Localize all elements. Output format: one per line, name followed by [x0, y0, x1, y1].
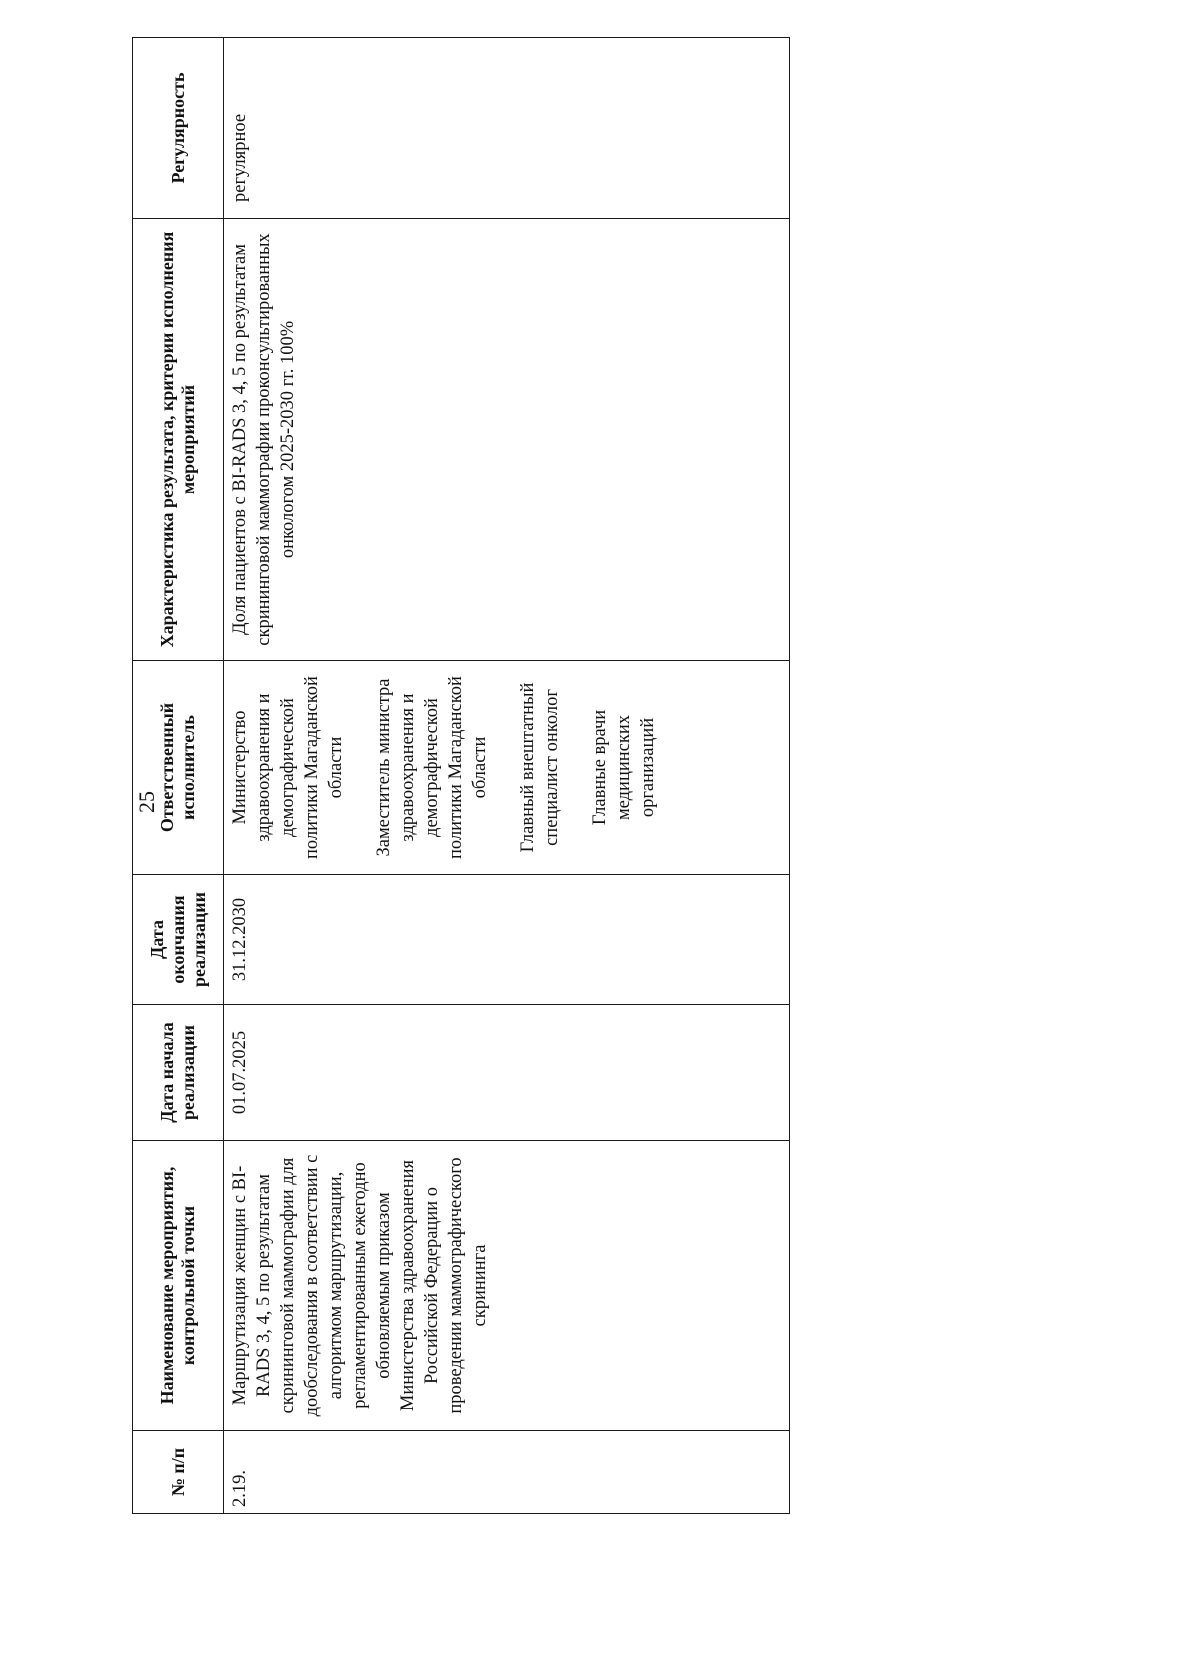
- header-regularity: Регулярность: [133, 38, 224, 219]
- header-characteristic: Характеристика результата, критерии исполнения мероприятий: [133, 219, 224, 661]
- row-num: 2.19.: [230, 1470, 250, 1507]
- header-num: № п/п: [133, 1431, 224, 1514]
- cell-name: Маршрутизация женщин с BI-RADS 3, 4, 5 по результатам скрининговой маммографии для дообследования в соответствии с алгоритмом маршрутизации, регламентированным ежегодно обновляемым приказом Министерства здравоохранения Российской Федерации о проведении маммографического скрининга: [224, 1141, 790, 1431]
- cell-characteristic: [224, 219, 790, 661]
- table-header-row: [133, 38, 224, 1514]
- measures-table: [132, 37, 790, 1514]
- page-number: 25: [134, 791, 159, 813]
- cell-end-date: 31.12.2030: [224, 875, 790, 1005]
- cell-num: [224, 1431, 790, 1514]
- document-table-container: [132, 38, 790, 1514]
- cell-start-date: 01.07.2025: [224, 1005, 790, 1141]
- header-start-date: Дата начала реализации: [133, 1005, 224, 1141]
- cell-regularity: [224, 38, 790, 219]
- responsible-deputy-minister: Заместитель министра здравоохранения и демографической политики Магаданской области: [374, 676, 490, 859]
- header-name: Наименование мероприятия, контрольной точки: [133, 1141, 224, 1431]
- cell-responsible: [224, 661, 790, 875]
- header-end-date: Дата окончания реализации: [133, 875, 224, 1005]
- characteristic-text: Доля пациентов с BI-RADS 3, 4, 5 по результатам скрининговой маммографии проконсультированных онкологом 2025-2030 гг. 100%: [230, 233, 298, 646]
- responsible-chief-doctors: Главные врачи медицинских организаций: [590, 709, 658, 826]
- responsible-chief-oncologist: Главный внештатный специалист онколог: [518, 682, 562, 853]
- regularity-text: регулярное: [230, 113, 250, 202]
- table-row: [224, 38, 790, 1514]
- header-responsible: Ответственный исполнитель: [133, 661, 224, 875]
- responsible-ministry: Министерство здравоохранения и демографической политики Магаданской области: [230, 676, 346, 859]
